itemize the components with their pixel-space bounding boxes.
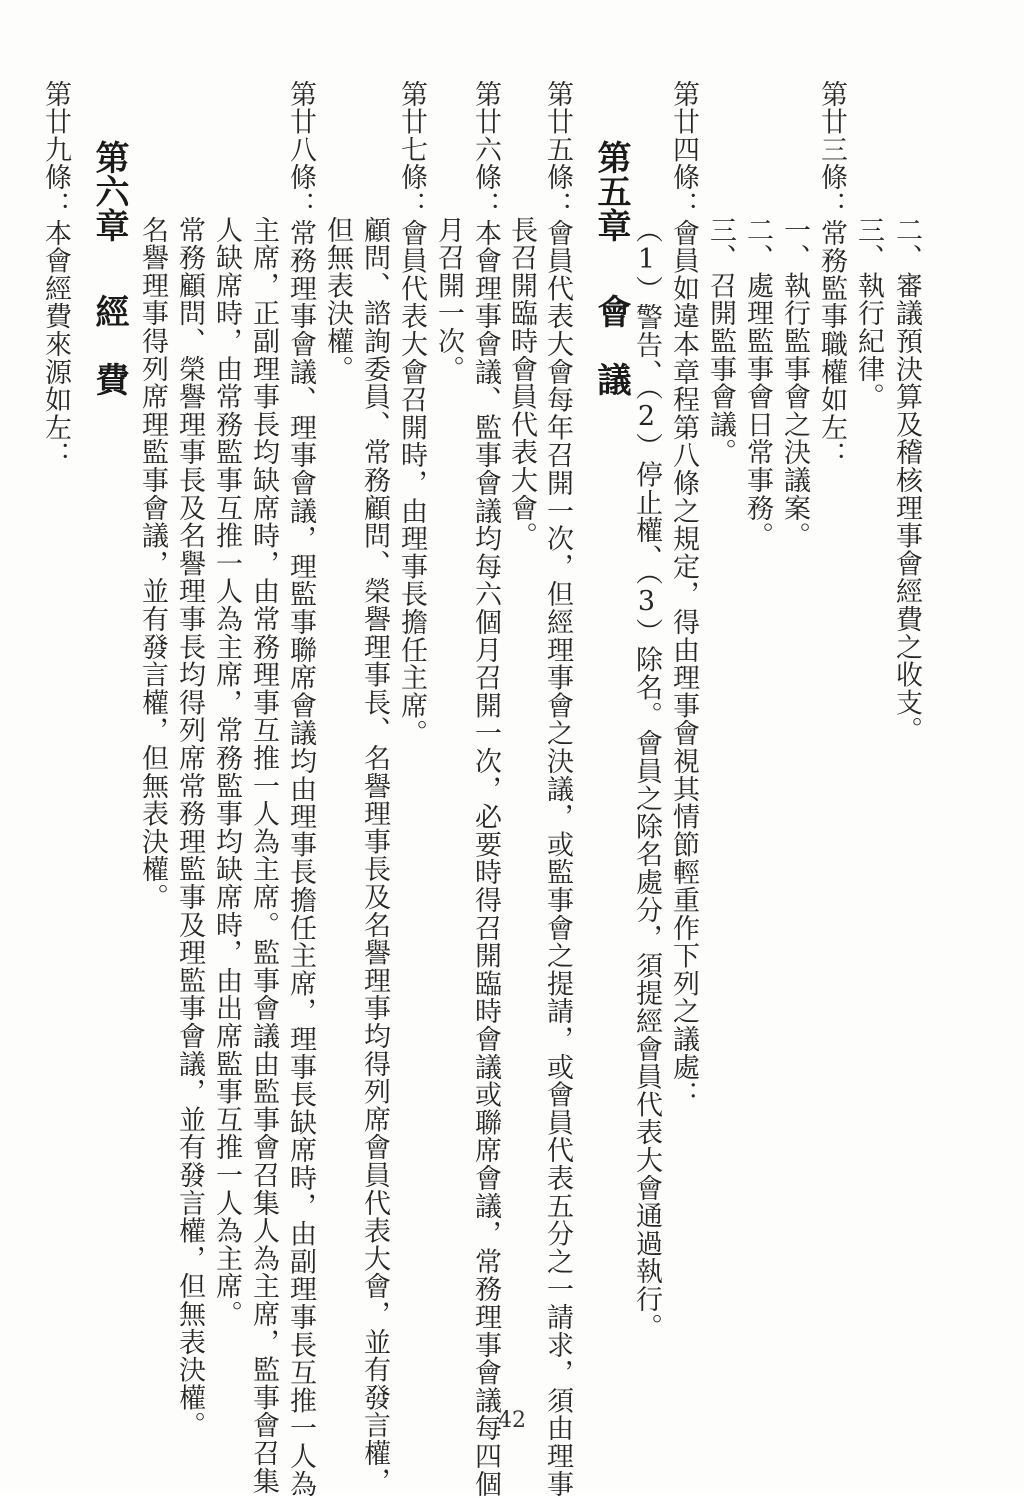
text-column: 月召開一次。 [433, 216, 464, 383]
article-27-heading: 第廿七條：會員代表大會召開時，由理事長擔任主席。 [396, 80, 427, 748]
article-23-heading: 第廿三條：常務監事職權如左： [816, 80, 847, 470]
text-column: 三、召開監事會議。 [705, 216, 736, 467]
chapter-title: 會 議 [591, 294, 631, 396]
chapter-label: 第五章 [591, 140, 631, 242]
article-29-heading: 第廿九條：本會經費來源如左： [40, 80, 71, 470]
text-column: 三、執行紀律。 [853, 216, 884, 411]
article-25-heading: 第廿五條：會員代表大會每年召開一次，但經理事會之決議，或監事會之提請，或會員代表五分之一請求，須由理事 [542, 80, 573, 1498]
text-column: 但無表決權。 [322, 216, 353, 383]
chapter-5-heading [591, 140, 631, 396]
chapter-label: 第六章 [89, 140, 129, 242]
article-24-heading: 第廿四條：會員如違本章程第八條之規定，得由理事會視其情節輕重作下列之議處： [668, 80, 699, 1109]
text-column: （1）警告、（2）停止權、（3）除名。會員之除名處分，須提經會員代表大會通過執行。 [631, 216, 662, 1341]
text-column: 一、執行監事會之決議案。 [779, 216, 810, 550]
article-28-heading: 第廿八條：常務理事會議、理事會議，理監事聯席會議均由理事長擔任主席，理事長缺席時，由副理事長互推一人為 [285, 80, 316, 1498]
text-column: 常務顧問、榮譽理事長及名譽理事長均得列席常務理監事及理監事會議，並有發言權，但無表決權。 [174, 216, 205, 1440]
text-column: 二、審議預決算及稽核理事會經費之收支。 [891, 216, 922, 745]
chapter-title: 經 費 [89, 294, 129, 396]
text-column: 顧問、諮詢委員、常務顧問、榮譽理事長、名譽理事長及名譽理事均得列席會員代表大會，並有發言權， [359, 216, 390, 1495]
text-column: 主席，正副理事長均缺席時，由常務理事互推一人為主席。監事會議由監事會召集人為主席，監事會召集 [248, 216, 279, 1495]
text-column: 名譽理事得列席理監事會議，並有發言權，但無表決權。 [137, 216, 168, 911]
chapter-6-heading [89, 140, 129, 396]
text-column: 人缺席時，由常務監事互推一人為主席，常務監事均缺席時，由出席監事互推一人為主席。 [211, 216, 242, 1328]
article-26-heading: 第廿六條：本會理事會議、監事會議均每六個月召開一次，必要時得召開臨時會議或聯席會議，常務理事會議每四個 [470, 80, 501, 1498]
page-number: 42 [498, 1408, 526, 1433]
text-column: 長召開臨時會員代表大會。 [506, 216, 537, 550]
text-column: 二、處理監事會日常事務。 [742, 216, 773, 550]
